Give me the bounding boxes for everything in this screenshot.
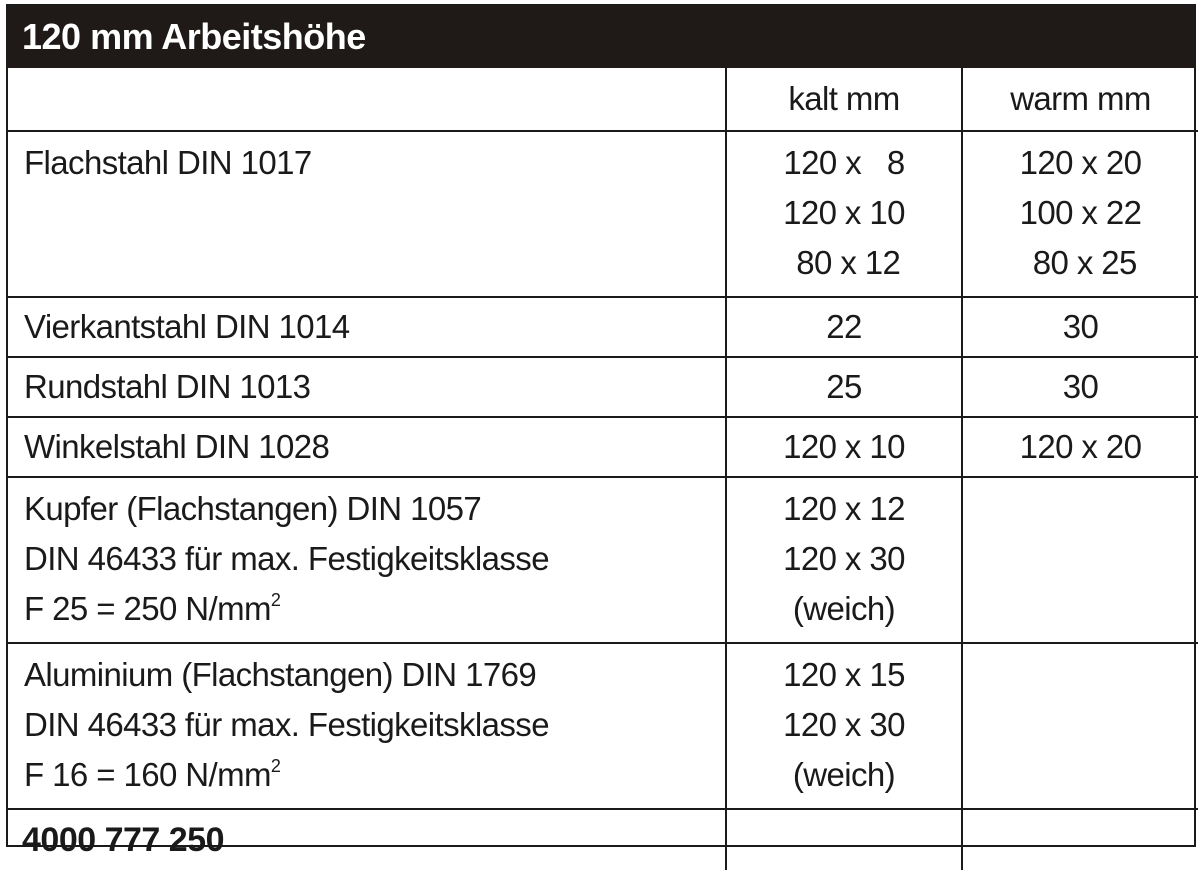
- warm-cell: [962, 643, 1198, 809]
- header-cold: kalt mm: [726, 68, 962, 131]
- table-row-aluminium: [8, 643, 1198, 809]
- material-cell: [8, 477, 726, 643]
- header-warm: warm mm: [962, 68, 1198, 131]
- cold-value: 80 x 12: [787, 244, 901, 281]
- material-strength: [24, 750, 725, 800]
- strength-text: F 25 = 250 N/mm: [24, 590, 271, 627]
- strength-text: F 16 = 160 N/mm: [24, 756, 271, 793]
- footer-row: [8, 809, 1198, 870]
- cold-value: 120 x 10: [726, 417, 962, 477]
- cold-value: 120 x 30: [783, 706, 905, 743]
- material-label: Vierkantstahl DIN 1014: [8, 297, 726, 357]
- cold-value: 120 x 30: [783, 540, 905, 577]
- cold-value: 120 x 15: [783, 656, 905, 693]
- cold-value: 25: [726, 357, 962, 417]
- warm-value: 120 x 20: [962, 417, 1198, 477]
- warm-cell: [962, 131, 1198, 297]
- table-row-rundstahl: [8, 357, 1198, 417]
- header-material: [8, 68, 726, 131]
- cold-note: (weich): [792, 756, 896, 793]
- footer-cold: [726, 809, 962, 870]
- table-row-winkelstahl: [8, 417, 1198, 477]
- superscript: 2: [270, 590, 281, 610]
- cold-cell: [726, 131, 962, 297]
- cold-value: 120 x 10: [783, 194, 905, 231]
- table-row-flachstahl: [8, 131, 1198, 297]
- warm-value: 30: [962, 357, 1198, 417]
- material-label: Kupfer (Flachstangen) DIN 1057: [24, 490, 482, 527]
- material-label: Flachstahl DIN 1017: [24, 144, 312, 181]
- capacity-table: [8, 68, 1198, 870]
- material-norm: DIN 46433 für max. Festigkeitsklasse: [24, 706, 549, 743]
- cold-cell: [726, 643, 962, 809]
- table-title: 120 mm Arbeitshöhe: [8, 6, 1194, 68]
- cold-value: 22: [726, 297, 962, 357]
- superscript: 2: [270, 756, 281, 776]
- warm-value: 120 x 20: [1019, 144, 1142, 181]
- material-label: Aluminium (Flachstangen) DIN 1769: [24, 656, 537, 693]
- article-number: 4000 777 250: [8, 809, 726, 870]
- header-row: [8, 68, 1198, 131]
- cold-value: 120 x 12: [783, 490, 905, 527]
- material-label: Rundstahl DIN 1013: [8, 357, 726, 417]
- cold-value: 120 x 8: [783, 144, 905, 181]
- material-cell: [8, 643, 726, 809]
- warm-cell: [962, 477, 1198, 643]
- warm-value: 30: [962, 297, 1198, 357]
- spec-sheet: [6, 4, 1196, 859]
- table-row-vierkantstahl: [8, 297, 1198, 357]
- cold-cell: [726, 477, 962, 643]
- warm-value: 80 x 25: [1024, 244, 1137, 281]
- material-strength: [24, 584, 725, 634]
- material-norm: DIN 46433 für max. Festigkeitsklasse: [24, 540, 549, 577]
- table-row-kupfer: [8, 477, 1198, 643]
- warm-value: 100 x 22: [1019, 194, 1142, 231]
- cold-note: (weich): [792, 590, 896, 627]
- material-label: Winkelstahl DIN 1028: [8, 417, 726, 477]
- footer-warm: [962, 809, 1198, 870]
- material-cell: [8, 131, 726, 297]
